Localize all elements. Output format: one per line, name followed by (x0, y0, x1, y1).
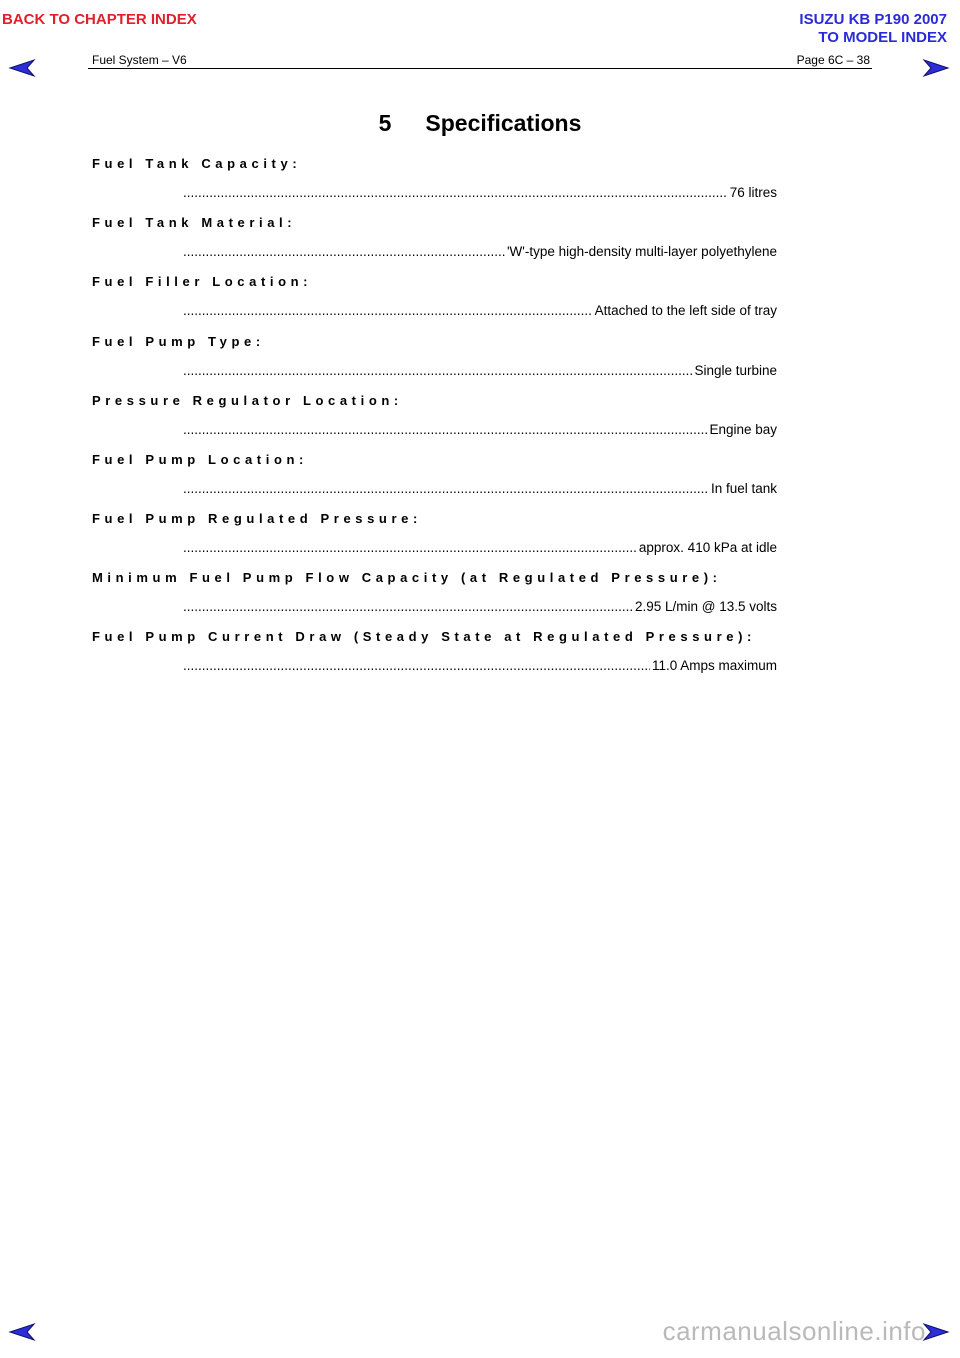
header-section-name: Fuel System – V6 (92, 53, 187, 67)
spec-value: 'W'-type high-density multi-layer polyethylene (506, 244, 777, 259)
next-page-arrow-bottom-icon[interactable] (922, 1322, 950, 1342)
spec-label: Pressure Regulator Location: (92, 393, 403, 408)
dot-leader (183, 540, 637, 555)
dot-leader (183, 422, 707, 437)
spec-label: Fuel Pump Regulated Pressure: (92, 511, 422, 526)
spec-row (183, 422, 777, 437)
spec-value: 76 litres (729, 185, 777, 200)
spec-label: Fuel Pump Type: (92, 334, 265, 349)
dot-leader (183, 303, 593, 318)
watermark: carmanualsonline.info (662, 1316, 926, 1346)
dot-leader (183, 658, 650, 673)
header-page-number: Page 6C – 38 (796, 53, 870, 67)
spec-label: Fuel Filler Location: (92, 274, 313, 289)
spec-value: approx. 410 kPa at idle (638, 540, 777, 555)
spec-label: Minimum Fuel Pump Flow Capacity (at Regulated Pressure): (92, 570, 722, 585)
spec-value: 2.95 L/min @ 13.5 volts (634, 599, 777, 614)
previous-page-arrow-icon[interactable] (8, 58, 36, 78)
spec-label: Fuel Pump Current Draw (Steady State at Regulated Pressure): (92, 629, 756, 644)
spec-row (183, 540, 777, 555)
spec-value: Engine bay (709, 422, 777, 437)
model-title-link[interactable]: ISUZU KB P190 2007 (799, 11, 947, 28)
section-number: 5 (378, 110, 392, 136)
previous-page-arrow-bottom-icon[interactable] (8, 1322, 36, 1342)
dot-leader (183, 599, 633, 614)
dot-leader (183, 481, 709, 496)
next-page-arrow-icon[interactable] (922, 58, 950, 78)
dot-leader (183, 363, 692, 378)
spec-value: 11.0 Amps maximum (651, 658, 777, 673)
dot-leader (183, 244, 505, 259)
back-to-chapter-index-link[interactable]: BACK TO CHAPTER INDEX (2, 11, 197, 28)
spec-row (183, 658, 777, 673)
section-title: Specifications (425, 110, 582, 136)
spec-label: Fuel Pump Location: (92, 452, 308, 467)
spec-label: Fuel Tank Material: (92, 215, 297, 230)
spec-value: Attached to the left side of tray (594, 303, 777, 318)
spec-row (183, 185, 777, 200)
spec-value: In fuel tank (710, 481, 777, 496)
dot-leader (183, 185, 728, 200)
spec-row (183, 363, 777, 378)
spec-value: Single turbine (694, 363, 777, 378)
spec-row (183, 481, 777, 496)
spec-row (183, 244, 777, 259)
section-heading (0, 110, 960, 137)
spec-row (183, 599, 777, 614)
spec-row (183, 303, 777, 318)
model-index-link[interactable]: TO MODEL INDEX (818, 29, 947, 46)
spec-label: Fuel Tank Capacity: (92, 156, 302, 171)
header-divider (88, 68, 872, 69)
